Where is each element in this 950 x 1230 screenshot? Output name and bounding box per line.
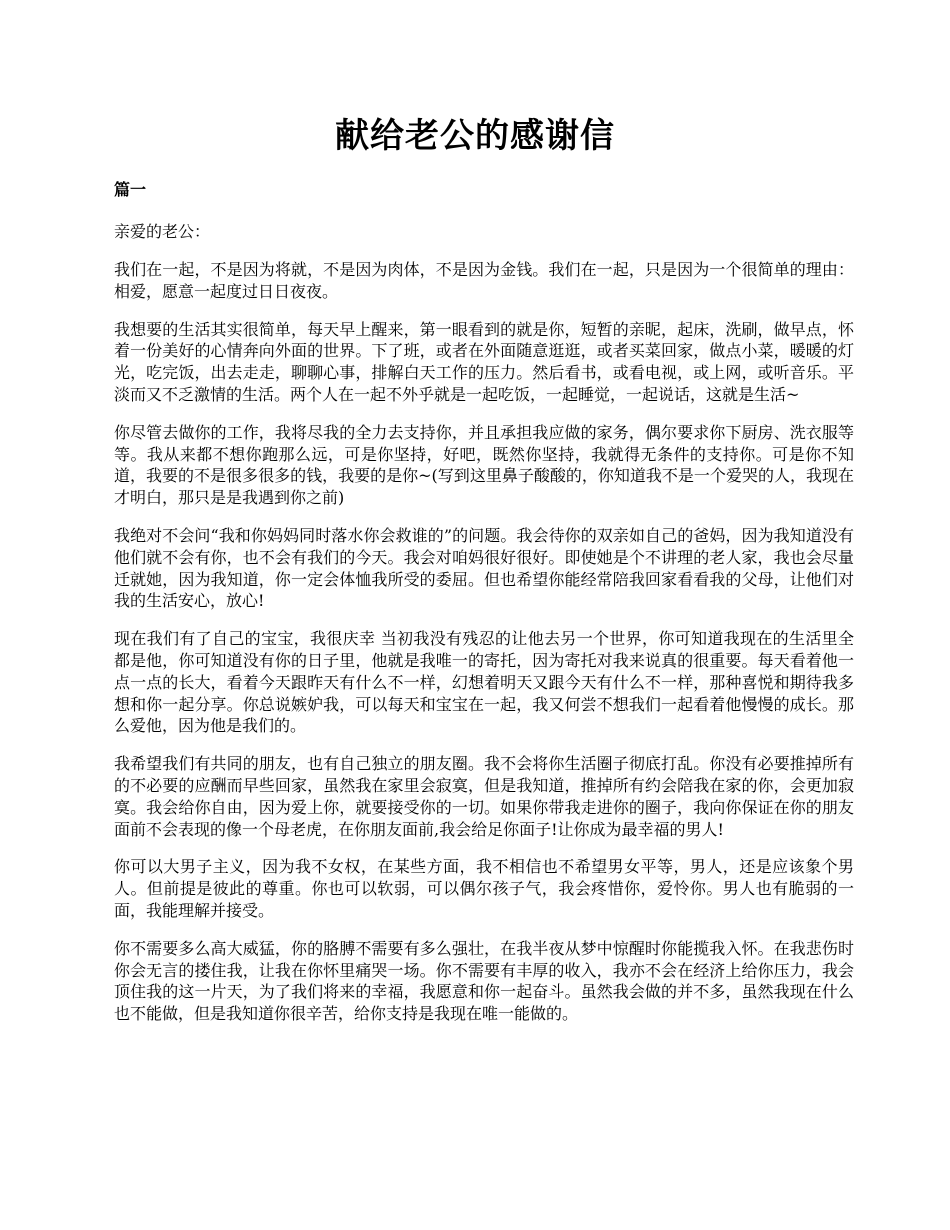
document-title: 献给老公的感谢信	[335, 116, 615, 156]
paragraph-1: 我们在一起，不是因为将就，不是因为肉体，不是因为金钱。我们在一起，只是因为一个很简单的理由：相爱，愿意一起度过日日夜夜。	[114, 260, 854, 301]
paragraph-6: 我希望我们有共同的朋友，也有自己独立的朋友圈。我不会将你生活圈子彻底打乱。你没有必要推掉所有的不必要的应酬而早些回家，虽然我在家里会寂寞，但是我知道，推掉所有约会陪我在家的你，会更加寂寞。我会给你自由，因为爱上你，就要接受你的一切。如果你带我走进你的圈子，我向你保证在你的朋友面前不会表现的像一个母老虎，在你朋友面前,我会给足你面子!让你成为最幸福的男人!	[114, 754, 854, 839]
section-heading: 篇一	[114, 180, 147, 199]
paragraph-7: 你可以大男子主义，因为我不女权，在某些方面，我不相信也不希望男女平等，男人，还是应该象个男人。但前提是彼此的尊重。你也可以软弱，可以偶尔孩子气，我会疼惜你，爱怜你。男人也有脆弱的一面，我能理解并接受。	[114, 857, 854, 920]
paragraph-8: 你不需要多么高大威猛，你的胳膊不需要有多么强壮，在我半夜从梦中惊醒时你能揽我入怀。在我悲伤时你会无言的搂住我，让我在你怀里痛哭一场。你不需要有丰厚的收入，我亦不会在经济上给你压力，我会顶住我的这一片天，为了我们将来的幸福，我愿意和你一起奋斗。虽然我会做的并不多，虽然我现在什么也不能做，但是我知道你很辛苦，给你支持是我现在唯一能做的。	[114, 938, 854, 1024]
paragraph-3: 你尽管去做你的工作，我将尽我的全力去支持你，并且承担我应做的家务，偶尔要求你下厨房、洗衣服等等。我从来都不想你跑那么远，可是你坚持，好吧，既然你坚持，我就得无条件的支持你。可是你不知道，我要的不是很多很多的钱，我要的是你~(写到这里鼻子酸酸的，你知道我不是一个爱哭的人，我现在才明白，那只是是我遇到你之前)	[114, 422, 854, 508]
paragraph-5: 现在我们有了自己的宝宝，我很庆幸 当初我没有残忍的让他去另一个世界，你可知道我现在的生活里全都是他，你可知道没有你的日子里，他就是我唯一的寄托，因为寄托对我来说真的很重要。每天看着他一点一点的长大，看着今天跟昨天有什么不一样，幻想着明天又跟今天有什么不一样，那种喜悦和期待我多想和你一起分享。你总说嫉妒我，可以每天和宝宝在一起，我又何尝不想我们一起看着他慢慢的成长。那么爱他，因为他是我们的。	[114, 629, 854, 736]
greeting: 亲爱的老公：	[114, 222, 211, 241]
letter-body	[114, 178, 854, 1041]
paragraph-2: 我想要的生活其实很简单，每天早上醒来，第一眼看到的就是你，短暂的亲昵，起床，洗刷，做早点，怀着一份美好的心情奔向外面的世界。下了班，或者在外面随意逛逛，或者买菜回家，做点小菜，暖暖的灯光，吃完饭，出去走走，聊聊心事，排解白天工作的压力。然后看书，或看电视，或上网，或听音乐。平淡而又不乏激情的生活。两个人在一起不外乎就是一起吃饭，一起睡觉，一起说话，这就是生活~	[114, 319, 854, 404]
paragraph-4: 我绝对不会问“我和你妈妈同时落水你会救谁的”的问题。我会待你的双亲如自己的爸妈，因为我知道没有他们就不会有你，也不会有我们的今天。我会对咱妈很好很好。即使她是个不讲理的老人家，我也会尽量迁就她，因为我知道，你一定会体恤我所受的委屈。但也希望你能经常陪我回家看看我的父母，让他们对我的生活安心，放心!	[114, 525, 854, 611]
